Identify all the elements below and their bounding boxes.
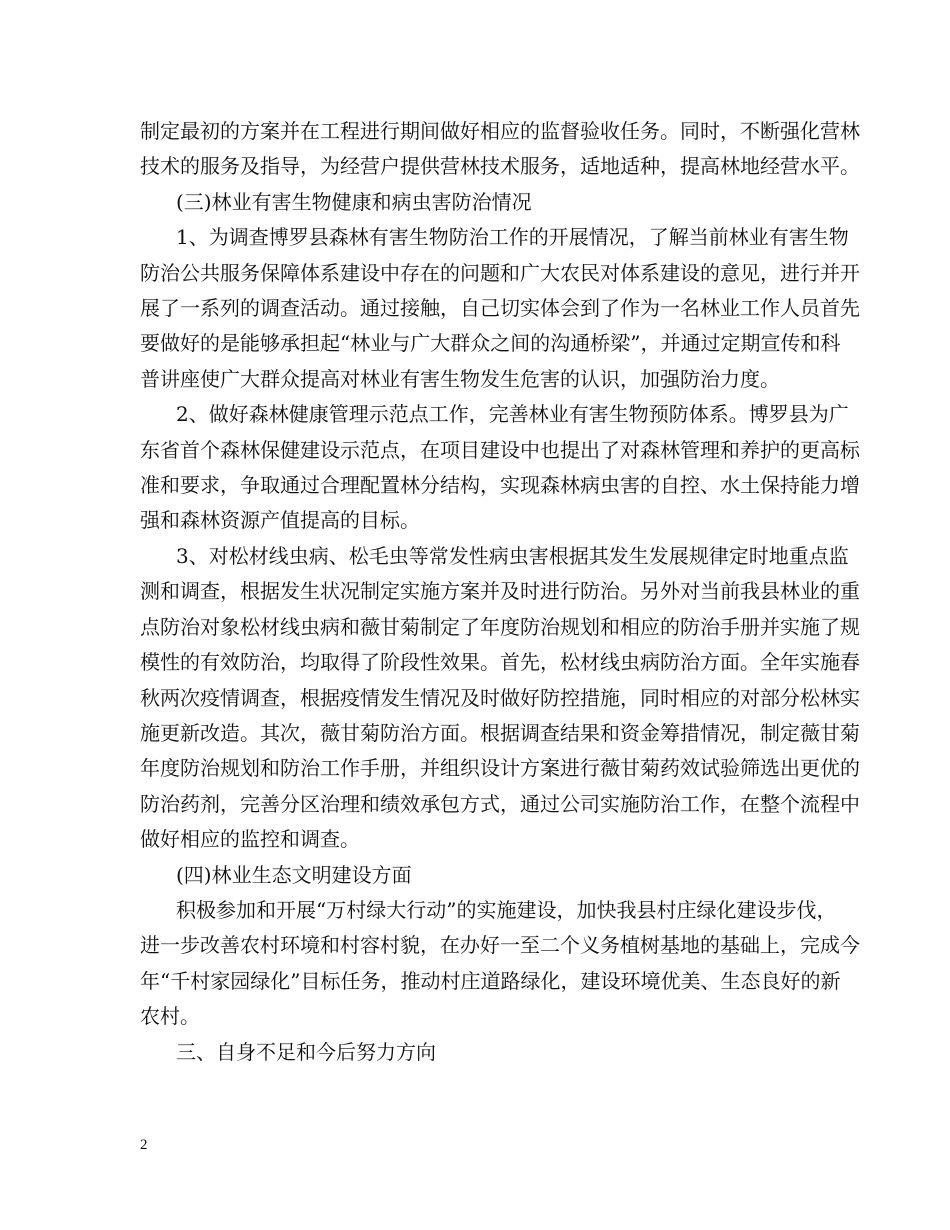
text-line: 普讲座使广大群众提高对林业有害生物发生危害的认识，加强防治力度。	[140, 366, 780, 391]
paragraph-item-3	[140, 539, 860, 858]
text-line: 展了一系列的调查活动。通过接触，自己切实体会到了作为一名林业工作人员首先	[140, 296, 860, 321]
text-line: 测和调查，根据发生状况制定实施方案并及时进行防治。另外对当前我县林业的重	[140, 579, 860, 604]
heading-line: 三、自身不足和今后努力方向	[176, 1039, 436, 1064]
text-line: 制定最初的方案并在工程进行期间做好相应的监督验收任务。同时，不断强化营林	[140, 119, 860, 143]
text-line: 东省首个森林保健建设示范点，在项目建设中也提出了对森林管理和养护的更高标	[140, 437, 860, 462]
section-heading-shortcomings	[140, 1035, 820, 1070]
text-line: 模性的有效防治，均取得了阶段性效果。首先，松材线虫病防治方面。全年实施春	[140, 650, 860, 675]
heading-line: (三)林业有害生物健康和病虫害防治情况	[176, 189, 532, 214]
text-line: 施更新改造。其次，薇甘菊防治方面。根据调查结果和资金筹措情况，制定薇甘菊	[140, 720, 860, 745]
text-line: 1、为调查博罗县森林有害生物防治工作的开展情况，了解当前林业有害生物	[176, 225, 849, 250]
text-line: 年“千村家园绿化”目标任务，推动村庄道路绿化，建设环境优美、生态良好的新	[140, 968, 841, 993]
paragraph-item-1	[140, 220, 860, 397]
text-line: 防治药剂，完善分区治理和绩效承包方式，通过公司实施防治工作，在整个流程中	[140, 791, 860, 816]
paragraph-item-2	[140, 397, 860, 539]
text-line: 技术的服务及指导，为经营户提供营林技术服务，适地适种，提高林地经营水平。	[140, 154, 860, 179]
heading-line: (四)林业生态文明建设方面	[176, 862, 412, 887]
paragraph-continuation	[140, 114, 860, 185]
text-line: 强和森林资源产值提高的目标。	[140, 508, 420, 533]
text-line: 做好相应的监控和调查。	[140, 827, 360, 852]
text-line: 点防治对象松材线虫病和薇甘菊制定了年度防治规划和相应的防治手册并实施了规	[140, 614, 860, 639]
text-line: 防治公共服务保障体系建设中存在的问题和广大农民对体系建设的意见，进行并开	[140, 260, 860, 285]
document-body	[140, 114, 860, 1070]
text-line: 农村。	[140, 1004, 200, 1029]
text-line: 进一步改善农村环境和村容村貌，在办好一至二个义务植树基地的基础上，完成今	[140, 933, 860, 958]
text-line: 3、对松材线虫病、松毛虫等常发性病虫害根据其发生发展规律定时地重点监	[176, 543, 849, 568]
page-number: 2	[140, 1137, 148, 1153]
text-line: 积极参加和开展“万村绿大行动”的实施建设，加快我县村庄绿化建设步伐，	[176, 897, 837, 922]
text-line: 2、做好森林健康管理示范点工作，完善林业有害生物预防体系。博罗县为广	[176, 402, 849, 427]
text-line: 准和要求，争取通过合理配置林分结构，实现森林病虫害的自控、水土保持能力增	[140, 473, 860, 498]
section-heading-ecology	[140, 858, 820, 893]
text-line: 要做好的是能够承担起“林业与广大群众之间的沟通桥梁”，并通过定期宣传和科	[140, 331, 841, 356]
text-line: 年度防治规划和防治工作手册，并组织设计方案进行薇甘菊药效试验筛选出更优的	[140, 756, 860, 781]
paragraph-ecology	[140, 893, 860, 1035]
text-line: 秋两次疫情调查，根据疫情发生情况及时做好防控措施，同时相应的对部分松林实	[140, 685, 860, 710]
section-heading-pest-control	[140, 185, 820, 220]
